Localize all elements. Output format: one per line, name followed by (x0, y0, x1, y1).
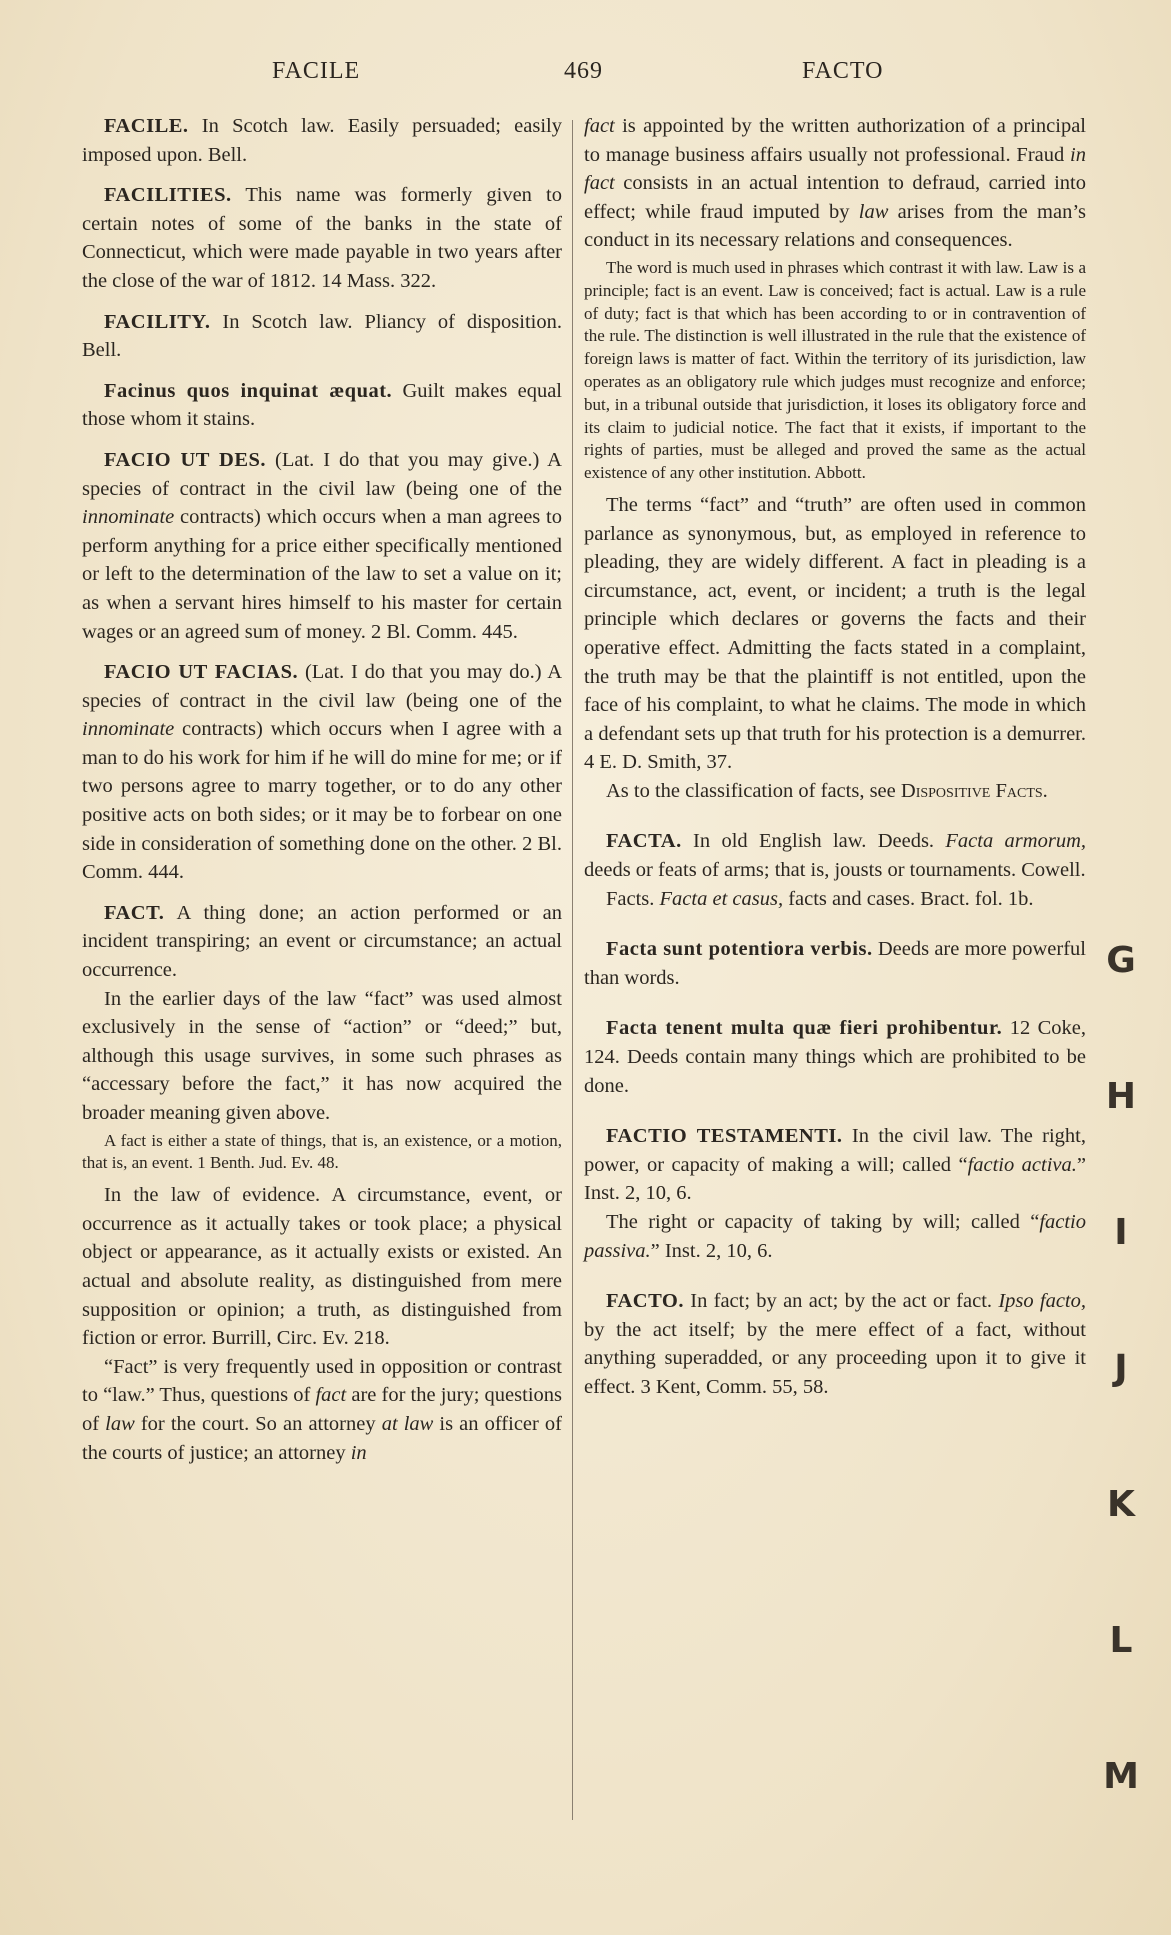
italic-term: factio passiva. (584, 1211, 1086, 1262)
text: are for the jury; questions of (82, 1384, 563, 1435)
text: deeds or feats of arms; that is, jousts or tournaments. Cowell. (584, 859, 1086, 882)
italic-term: fact (315, 1384, 347, 1407)
thumb-index-l[interactable]: L (1109, 1620, 1133, 1661)
italic-term: innominate (82, 506, 175, 529)
thumb-index-i[interactable]: I (1114, 1212, 1128, 1253)
italic-term: fact (584, 115, 615, 137)
note: The word is much used in phrases which contrast it with law. Law is a principle; fact is an event. Law is conceived; fact is actual. Law is a rule of duty; fact is that which has been according to or in contravention of the rule. The distinction is well illustrated in the rule that the existence of foreign laws is matter of fact. Within the territory of its jurisdiction, law operates as an obligatory rule which judges must recognize and enforce; but, in a tribunal outside that jurisdiction, it loses its obligatory force and its claim to judicial notice. The fact that it exists, if important to the rights of parties, must be alleged and proved the same as the actual existence of any other institution. Abbott. (584, 257, 1086, 483)
text: by the act itself; by the mere effect of a fact, without anything superadded, or any proceeding upon it to give it effect. 3 Kent, Comm. 55, 58. (584, 1318, 1086, 1398)
text: arises from the man’s conduct in its necessary relations and consequences. (584, 200, 1087, 252)
entry-facta-tenent (584, 1014, 1086, 1100)
italic-term: law (105, 1412, 135, 1435)
paragraph: In the earlier days of the law “fact” was used almost exclusively in the sense of “action” or “deed;” but, although this usage survives, in some such phrases as “accessary before the fact,” it has now acquired the broader meaning given above. (82, 987, 562, 1124)
text: In fact; by an act; by the act or fact. (690, 1290, 993, 1313)
entry-facio-ut-des (82, 446, 562, 646)
text: In the civil law. The right, power, or capacity of making a will; called “ (584, 1125, 1087, 1176)
text: facts and cases. Bract. fol. 1b. (788, 887, 1034, 910)
thumb-index-h[interactable]: H (1105, 1076, 1137, 1117)
headword: FACIO UT DES. (104, 448, 267, 471)
running-head (0, 58, 1171, 98)
text: In old English law. Deeds. (693, 830, 935, 853)
text: As to the classification of facts, see (606, 779, 896, 802)
headword: FACTIO TESTAMENTI. (606, 1125, 843, 1148)
italic-term: at law (381, 1412, 434, 1435)
headword: FACTA. (606, 830, 682, 853)
headword: FACILITIES. (104, 184, 232, 207)
text: ” Inst. 2, 10, 6. (650, 1239, 773, 1262)
definition: Guilt makes equal those whom it stains. (82, 379, 562, 431)
headword: FACILITY. (104, 310, 211, 333)
entry-facile (82, 112, 562, 169)
text: consists in an actual intention to defraud, carried into effect; while fraud imputed by (584, 172, 1086, 223)
entry-facinus (82, 377, 562, 434)
entry-fact (82, 899, 562, 1467)
thumb-index-j[interactable]: J (1114, 1348, 1128, 1389)
entry-facta (584, 827, 1086, 913)
right-column (584, 112, 1086, 1414)
italic-term: innominate (82, 718, 175, 741)
text: is an officer of the courts of justice; an attorney (82, 1412, 563, 1464)
italic-term: law (858, 200, 889, 223)
headword: FACT. (104, 901, 165, 924)
definition: contracts) which occurs when a man agrees to perform anything for a price either specifically mentioned or left to the determination of the law to set a value on it; as when a servant hires himself to his master for certain wages or an agreed sum of money. 2 Bl. Comm. 445. (82, 506, 562, 643)
italic-term: Facta et casus, (659, 887, 784, 910)
entry-facto (584, 1287, 1086, 1401)
entry-facilities (82, 181, 562, 295)
note: A fact is either a state of things, that is, an existence, or a motion, that is, an event. 1 Benth. Jud. Ev. 48. (82, 1130, 562, 1173)
definition: In Scotch law. Easily persuaded; easily imposed upon. Bell. (82, 115, 562, 166)
definition: 12 Coke, 124. Deeds contain many things which are prohibited to be done. (584, 1017, 1086, 1097)
column-divider (572, 120, 573, 1820)
entry-facio-ut-facias (82, 658, 562, 887)
entry-factio-testamenti (584, 1122, 1086, 1265)
italic-term: factio activa. (967, 1153, 1077, 1176)
definition: In Scotch law. Pliancy of disposition. Bell. (82, 310, 562, 362)
text: ” Inst. 2, 10, 6. (584, 1153, 1086, 1205)
definition: This name was formerly given to certain notes of some of the banks in the state of Connecticut, which were made payable in two years after the close of the war of 1812. 14 Mass. 322. (82, 184, 562, 292)
text: is appointed by the written authorization of a principal to manage business affairs usually not professional. Fraud (584, 115, 1086, 166)
page-number: 469 (564, 58, 603, 84)
text: The right or capacity of taking by will; called “ (606, 1211, 1040, 1233)
headword: Facinus quos inquinat æquat. (104, 379, 393, 402)
definition: Deeds are more powerful than words. (584, 938, 1086, 989)
thumb-index-k[interactable]: K (1107, 1484, 1135, 1525)
thumb-index-g[interactable]: G (1106, 940, 1136, 981)
headword: Facta sunt potentiora verbis. (606, 938, 873, 961)
entry-facta-sunt (584, 935, 1086, 992)
entry-fact-continued (584, 112, 1086, 805)
italic-term: in fact (584, 143, 1086, 195)
running-head-right: FACTO (802, 58, 884, 84)
thumb-index-m[interactable]: M (1103, 1756, 1139, 1797)
running-head-left: FACILE (272, 58, 361, 84)
definition: A thing done; an action performed or an incident transpiring; an event or circumstance; an actual occurrence. (82, 901, 562, 982)
paragraph: In the law of evidence. A circumstance, event, or occurrence as it actually takes or took place; a physical object or appearance, as it actually exists or existed. An actual and absolute reality, as distinguished from mere supposition or opinion; a truth, as distinguished from fiction or error. Burrill, Circ. Ev. 218. (82, 1184, 562, 1350)
headword: FACTO. (606, 1290, 684, 1313)
definition: contracts) which occurs when I agree with a man to do his work for him if he will do mine for me; or if two persons agree to marry together, or to do any other positive acts on both sides; or it may be to forbear on one side in consideration of something done on the other. 2 Bl. Comm. 444. (82, 718, 562, 884)
entry-facility (82, 308, 562, 365)
paragraph: The terms “fact” and “truth” are often used in common parlance as synonymous, but, as employed in reference to pleading, they are widely different. A fact in pleading is a circumstance, act, event, or incident; a truth is the legal principle which declares or governs the facts and their operative effect. Admitting the facts stated in a complaint, the truth may be that the plaintiff is not entitled, upon the face of his complaint, to what he claims. The mode in which a defendant sets up that truth for his protection is a demurrer. 4 E. D. Smith, 37. (584, 493, 1086, 774)
left-column (82, 112, 562, 1479)
text: “Fact” is very frequently used in opposition or contrast to “law.” Thus, questions of (82, 1355, 562, 1407)
text: for the court. So an attorney (140, 1412, 376, 1435)
headword: Facta tenent multa quæ fieri prohibentur. (606, 1017, 1003, 1040)
definition: (Lat. I do that you may give.) A species of contract in the civil law (being one of the (82, 448, 562, 500)
italic-term: Ipso facto, (998, 1290, 1087, 1313)
cross-reference: Dispositive Facts. (900, 779, 1048, 802)
headword: FACIO UT FACIAS. (104, 661, 299, 684)
definition: (Lat. I do that you may do.) A species of contract in the civil law (being one of the (82, 661, 563, 712)
italic-term: in (350, 1441, 367, 1464)
text: Facts. (606, 887, 655, 910)
italic-term: Facta armorum, (945, 830, 1086, 853)
headword: FACILE. (104, 115, 189, 137)
